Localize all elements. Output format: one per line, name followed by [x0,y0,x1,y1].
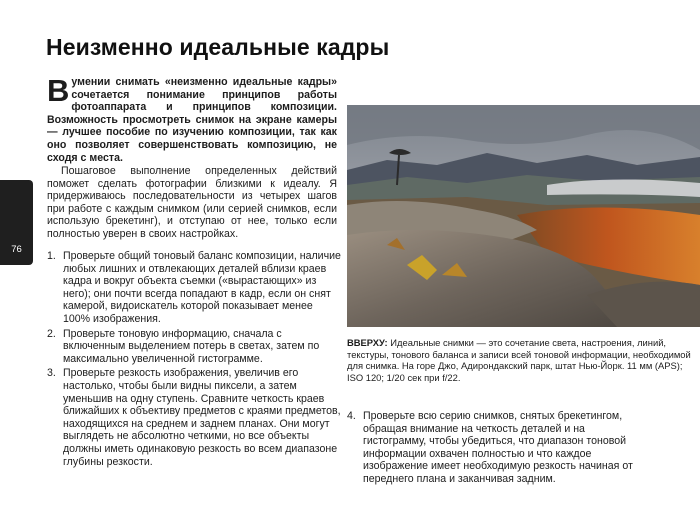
step-text: Проверьте резкость изображения, увеличив его настолько, чтобы были видны пиксели, а затем уменьшив на одну ступень. Сравните четкость краев ближайших к объективу предметов с краями предметов, находящихся на среднем и заднем планах. Они могут выглядеть не абсолютно четкими, но все объекты должны иметь одинаковую резкость во всем диапазоне глубины резкости. [63,367,341,468]
step-text: Проверьте всю серию снимков, снятых брекетингом, обращая внимание на четкость деталей и на гистограмму, чтобы убедиться, что диапазон тоновой информации охвачен полностью и что каждое изображение имеет необходимую резкость начиная от переднего плана и заканчивая задним. [363,410,633,485]
list-item [347,410,647,486]
caption-text: Идеальные снимки — это сочетание света, настроения, линий, текстуры, тонового баланса и записи всей тоновой информации, необходимой для снимка. На горе Джо, Адирондакский парк, штат Нью-Йорк. 11 мм (APS); ISO 120; 1/20 сек при f/22. [347,337,691,383]
list-item [47,367,341,468]
step-number: 2. [47,327,56,340]
step-number: 3. [47,367,56,380]
list-item [47,328,341,366]
photo-caption [347,337,692,383]
step-number: 4. [347,410,356,422]
step-number: 1. [47,250,56,262]
body-paragraph: Пошаговое выполнение определенных действий поможет сделать фотографии близкими к идеалу. Я придерживаюсь последовательности из четырех шагов при работе с каждым снимком (или серией снимков, если использую брекетинг), и отступаю от нее, только если полностью уверен в своих настройках. [47,165,337,240]
list-item [47,250,341,326]
landscape-photo [347,105,700,327]
steps-list [47,250,341,470]
page-number: 76 [11,244,22,255]
step-text: Проверьте общий тоновый баланс композиции, наличие любых лишних и отвлекающих деталей вблизи краев кадра и вокруг объекта съемки («вырастающих» из него); они почти всегда попадают в кадр, если он снят камерой, видоискатель которой показывает менее 100% изображения. [63,250,341,325]
page-title: Неизменно идеальные кадры [46,34,390,60]
drop-cap: В [47,73,70,108]
steps-list-continued [347,410,647,488]
intro-text: умении снимать «неизменно идеальные кадры» сочетается понимание принципов работы фотоаппарата и принципов композиции. Возможность просмотреть снимок на экране камеры — лучшее пособие по изучению композиции, так как оно позволяет совершенствовать композицию, не сходя с места. [47,76,337,164]
mountain-landscape-image [347,105,700,327]
intro-paragraph [47,73,337,164]
caption-label: ВВЕРХУ: [347,337,388,348]
step-text: Проверьте тоновую информацию, сначала с включенным выделением потерь в светах, затем по максимально увеличенной гистограмме. [63,327,320,365]
